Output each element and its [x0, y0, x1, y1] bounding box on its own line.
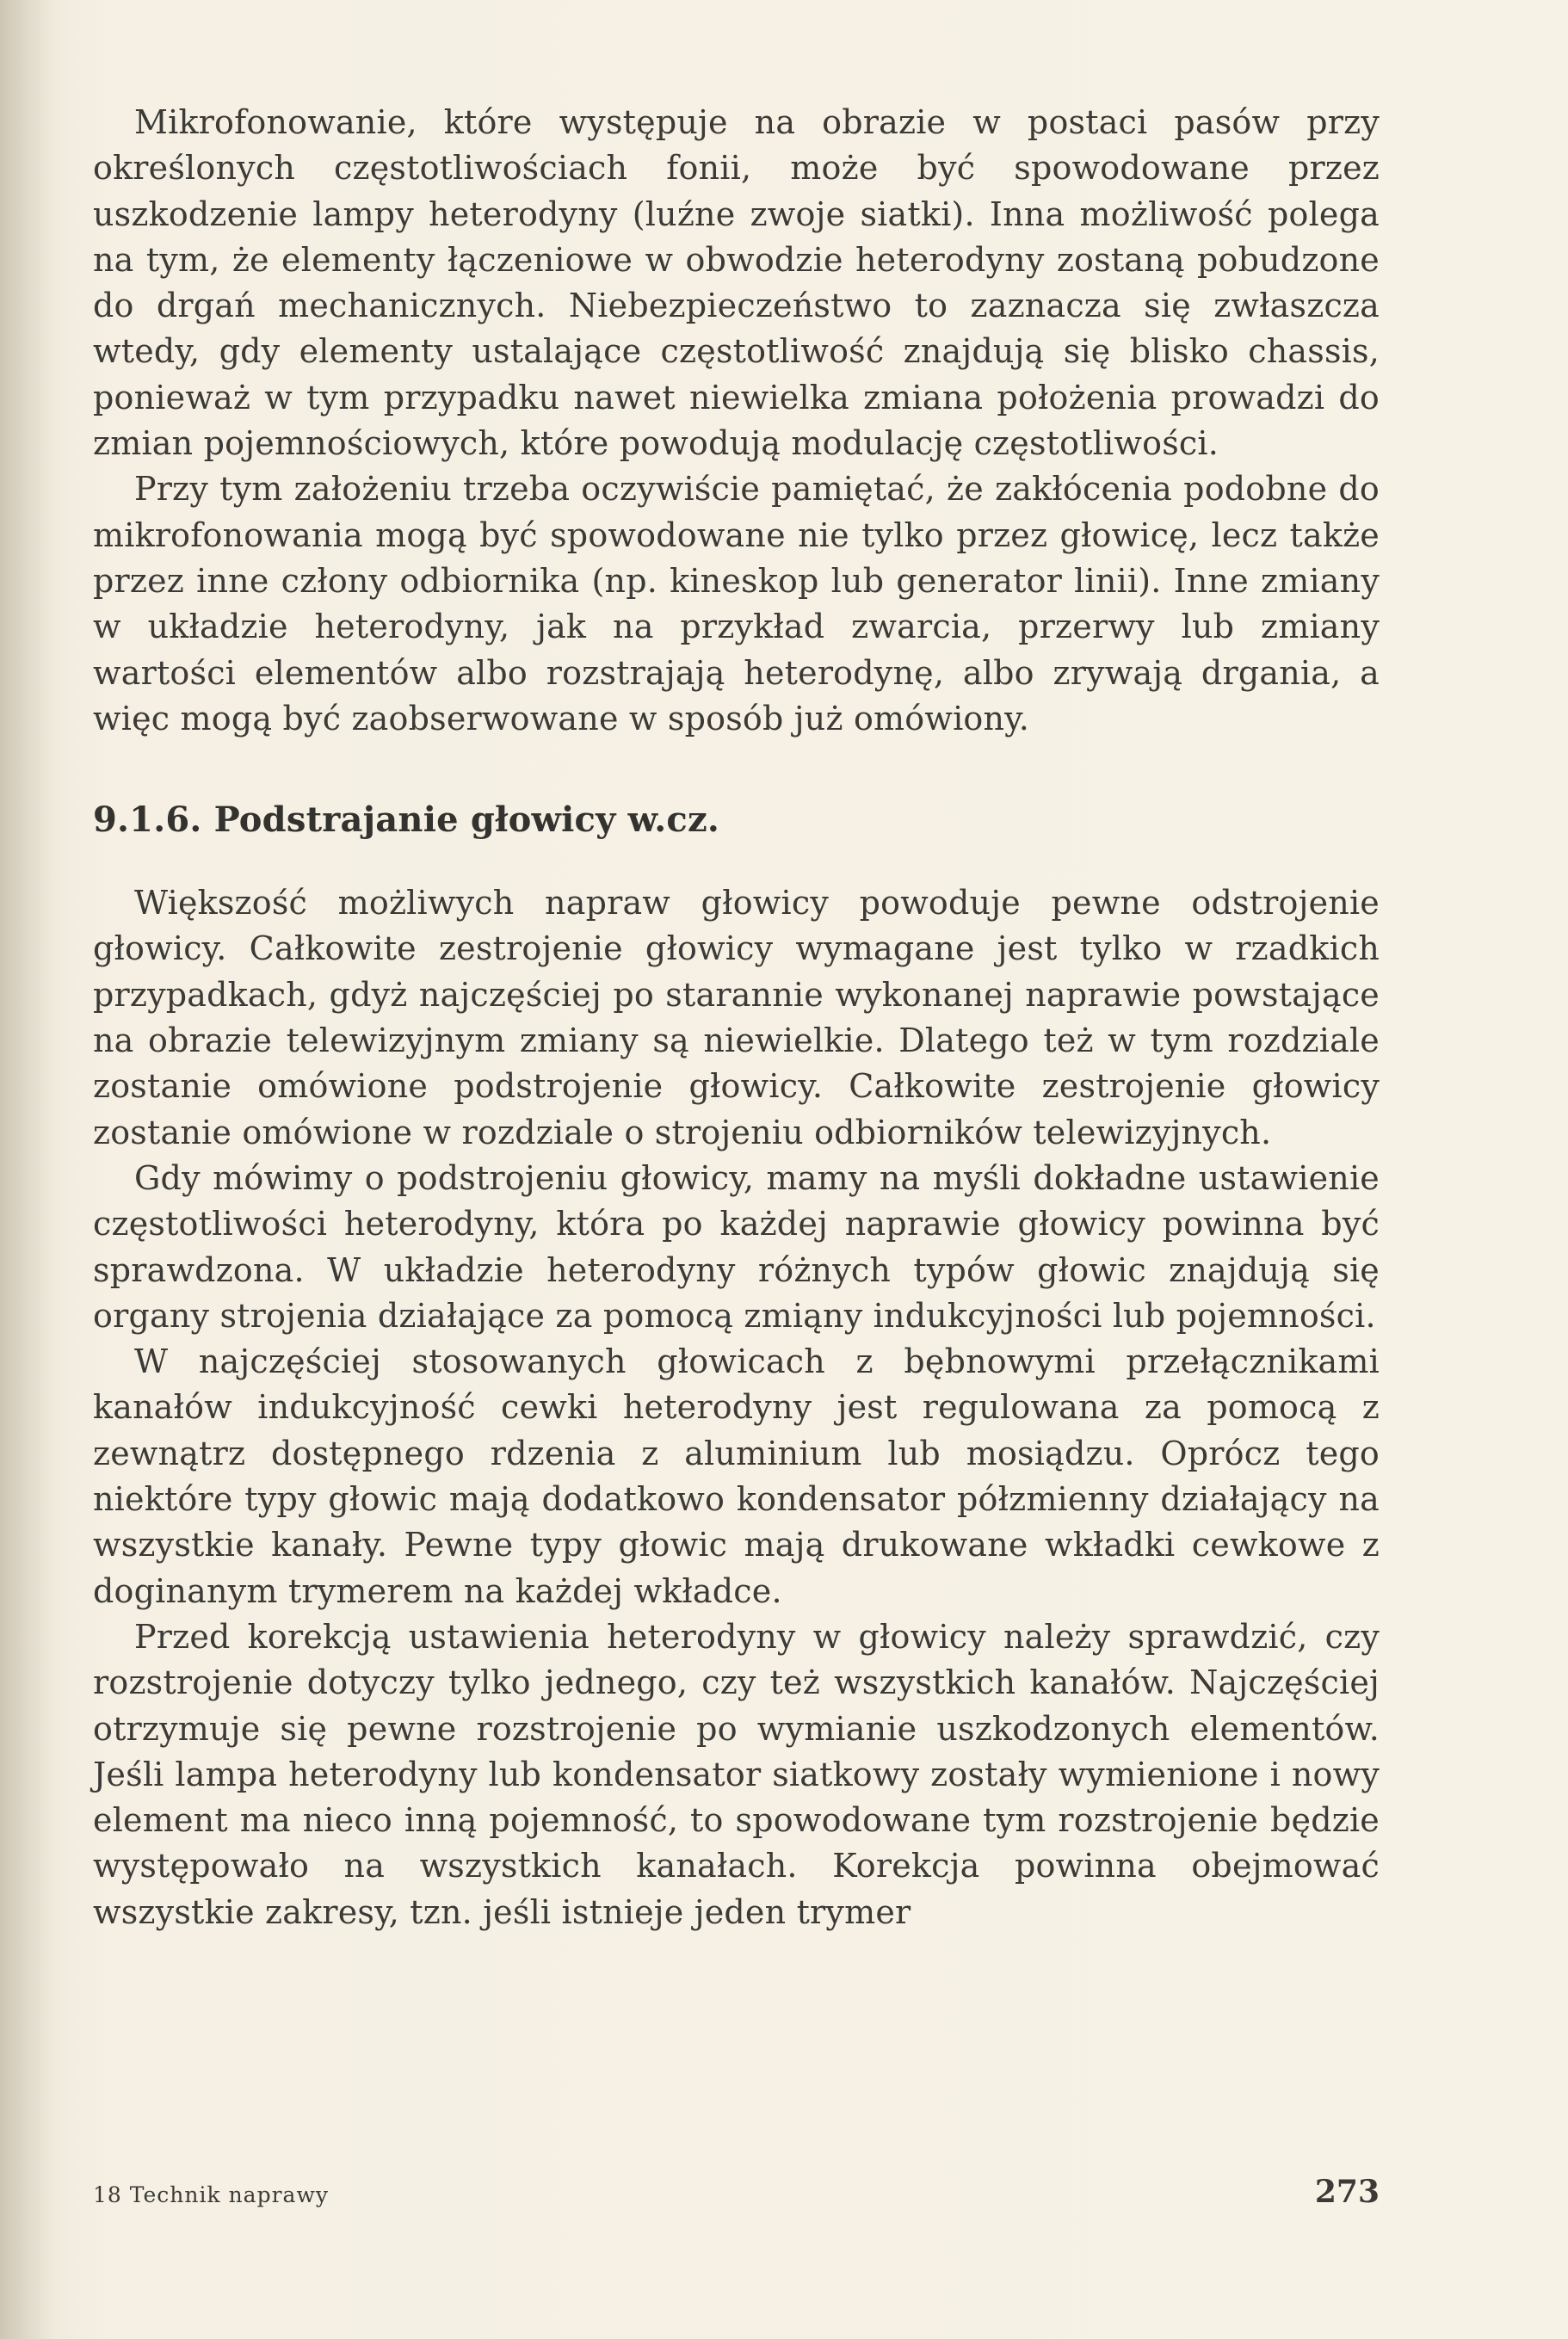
paragraph: Gdy mówimy o podstrojeniu głowicy, mamy na myśli dokładne ustawienie częstotliwości heterodyny, która po każdej naprawie głowicy powinna być sprawdzona. W układzie heterodyny różnych typów głowic znajdują się organy strojenia działające za pomocą zmiąny indukcyjności lub pojemności. — [93, 1158, 1380, 1335]
page-footer — [93, 2174, 1380, 2210]
paragraph: Większość możliwych napraw głowicy powoduje pewne odstrojenie głowicy. Całkowite zestrojenie głowicy wymagane jest tylko w rzadkich przypadkach, gdyż najczęściej po starannie wykonanej naprawie powstające na obrazie telewizyjnym zmiany są niewielkie. Dlatego też w tym rozdziale zostanie omówione podstrojenie głowicy. Całkowite zestrojenie głowicy zostanie omówione w rozdziale o strojeniu odbiorników telewizyjnych. — [93, 884, 1380, 1151]
body-text — [93, 100, 1380, 1935]
paragraph: Mikrofonowanie, które występuje na obrazie w postaci pasów przy określonych częstotliwościach fonii, może być spowodowane przez uszkodzenie lampy heterodyny (luźne zwoje siatki). Inna możliwość polega na tym, że elementy łączeniowe w obwodzie heterodyny zostaną pobudzone do drgań mechanicznych. Niebezpieczeństwo to zaznacza się zwłaszcza wtedy, gdy elementy ustalające częstotliwość znajdują się blisko chassis, ponieważ w tym przypadku nawet niewielka zmiana położenia prowadzi do zmian pojemnościowych, które powodują modulację częstotliwości. — [93, 103, 1380, 463]
page-number: 273 — [1314, 2174, 1380, 2210]
section-heading: 9.1.6. Podstrajanie głowicy w.cz. — [93, 799, 720, 841]
paragraph: W najczęściej stosowanych głowicach z bębnowymi przełącznikami kanałów indukcyjność cewki heterodyny jest regulowana za pomocą z zewnątrz dostępnego rdzenia z aluminium lub mosiądzu. Oprócz tego niektóre typy głowic mają dodatkowo kondensator półzmienny działający na wszystkie kanały. Pewne typy głowic mają drukowane wkładki cewkowe z doginanym trymerem na każdej wkładce. — [93, 1342, 1380, 1610]
paragraph: Przy tym założeniu trzeba oczywiście pamiętać, że zakłócenia podobne do mikrofonowania mogą być spowodowane nie tylko przez głowicę, lecz także przez inne człony odbiornika (np. kineskop lub generator linii). Inne zmiany w układzie heterodyny, jak na przykład zwarcia, przerwy lub zmiany wartości elementów albo rozstrajają heterodynę, albo zrywają drgania, a więc mogą być zaobserwowane w sposób już omówiony. — [93, 470, 1380, 737]
page-gutter-shadow — [0, 0, 52, 2339]
paragraph: Przed korekcją ustawienia heterodyny w głowicy należy sprawdzić, czy rozstrojenie dotyczy tylko jednego, czy też wszystkich kanałów. Najczęściej otrzymuje się pewne rozstrojenie po wymianie uszkodzonych elementów. Jeśli lampa heterodyny lub kondensator siatkowy zostały wymienione i nowy element ma nieco inną pojemność, to spowodowane tym rozstrojenie będzie występowało na wszystkich kanałach. Korekcja powinna obejmować wszystkie zakresy, tzn. jeśli istnieje jeden trymer — [93, 1617, 1380, 1931]
printer-signature: 18 Technik naprawy — [93, 2182, 329, 2207]
